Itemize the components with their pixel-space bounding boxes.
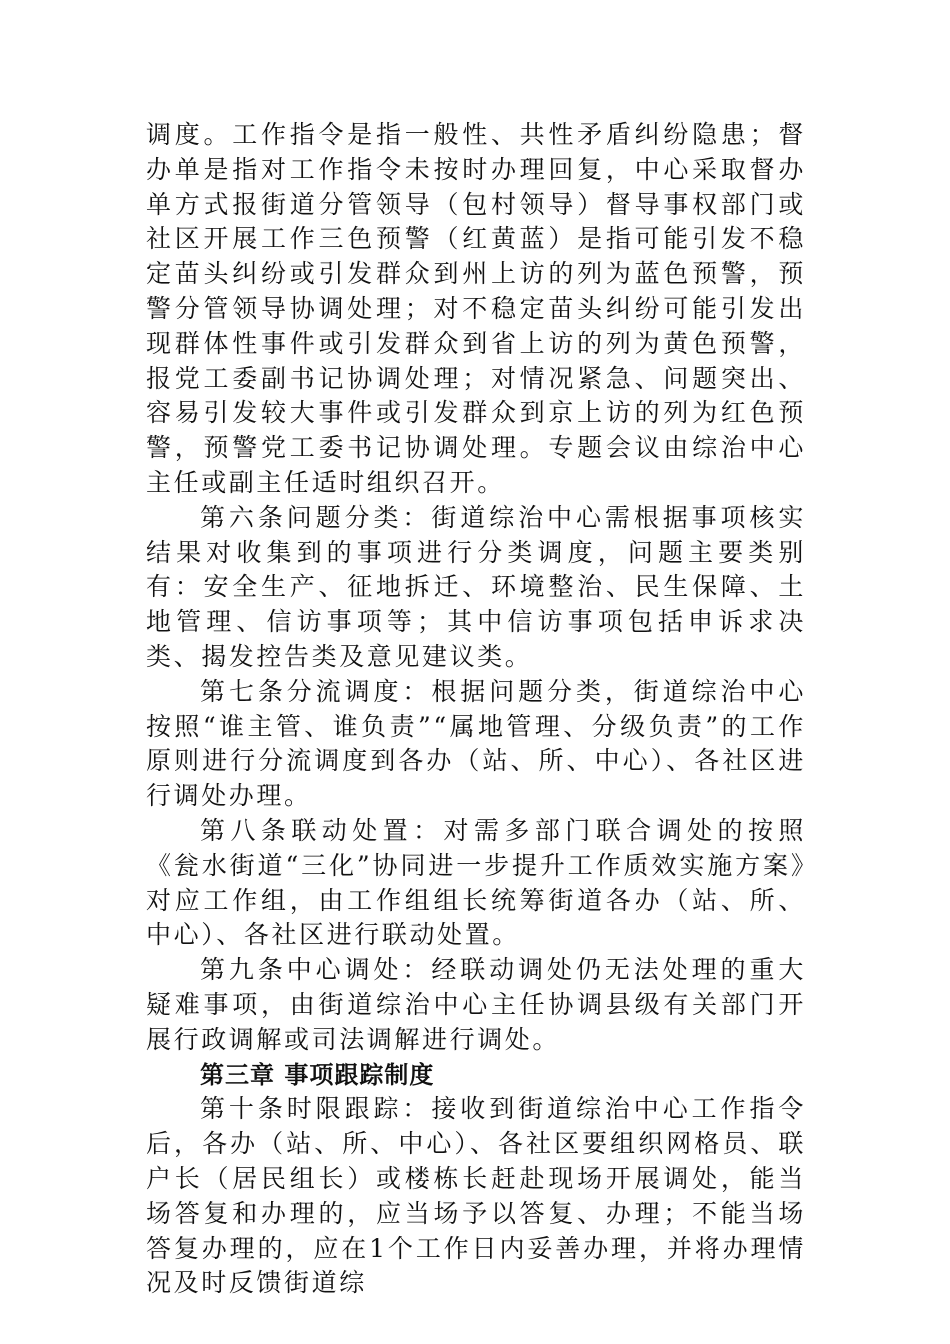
paragraph-article-9: 第九条中心调处：经联动调处仍无法处理的重大疑难事项，由街道综治中心主任协调县级有关部门开展行政调解或司法调解进行调处。 xyxy=(146,955,806,1054)
paragraph-article-7: 第七条分流调度：根据问题分类，街道综治中心按照“谁主管、谁负责”“属地管理、分级负责”的工作原则进行分流调度到各办（站、所、中心）、各社区进行调处办理。 xyxy=(146,676,806,811)
paragraph-continuation: 调度。工作指令是指一般性、共性矛盾纠纷隐患；督办单是指对工作指令未按时办理回复，中心采取督办单方式报街道分管领导（包村领导）督导事权部门或社区开展工作三色预警（红黄蓝）是指可能引发不稳定苗头纠纷或引发群众到州上访的列为蓝色预警，预警分管领导协调处理；对不稳定苗头纠纷可能引发出现群体性事件或引发群众到省上访的列为黄色预警，报党工委副书记协调处理；对情况紧急、问题突出、容易引发较大事件或引发群众到京上访的列为红色预警，预警党工委书记协调处理。专题会议由综治中心主任或副主任适时组织召开。 xyxy=(146,120,806,497)
chapter-heading: 第三章 事项跟踪制度 xyxy=(200,1060,435,1089)
paragraph-article-6: 第六条问题分类：街道综治中心需根据事项核实结果对收集到的事项进行分类调度，问题主要类别有：安全生产、征地拆迁、环境整治、民生保障、土地管理、信访事项等；其中信访事项包括申诉求决类、揭发控告类及意见建议类。 xyxy=(146,502,806,671)
document-page xyxy=(146,118,806,1301)
paragraph-article-8: 第八条联动处置：对需多部门联合调处的按照《瓮水街道“三化”协同进一步提升工作质效实施方案》对应工作组，由工作组组长统筹街道各办（站、所、中心）、各社区进行联动处置。 xyxy=(146,815,806,950)
paragraph-article-10: 第十条时限跟踪：接收到街道综治中心工作指令后，各办（站、所、中心）、各社区要组织网格员、联户长（居民组长）或楼栋长赶赴现场开展调处，能当场答复和办理的，应当场予以答复、办理；不能当场答复办理的，应在1个工作日内妥善办理，并将办理情况及时反馈街道综 xyxy=(146,1094,806,1298)
